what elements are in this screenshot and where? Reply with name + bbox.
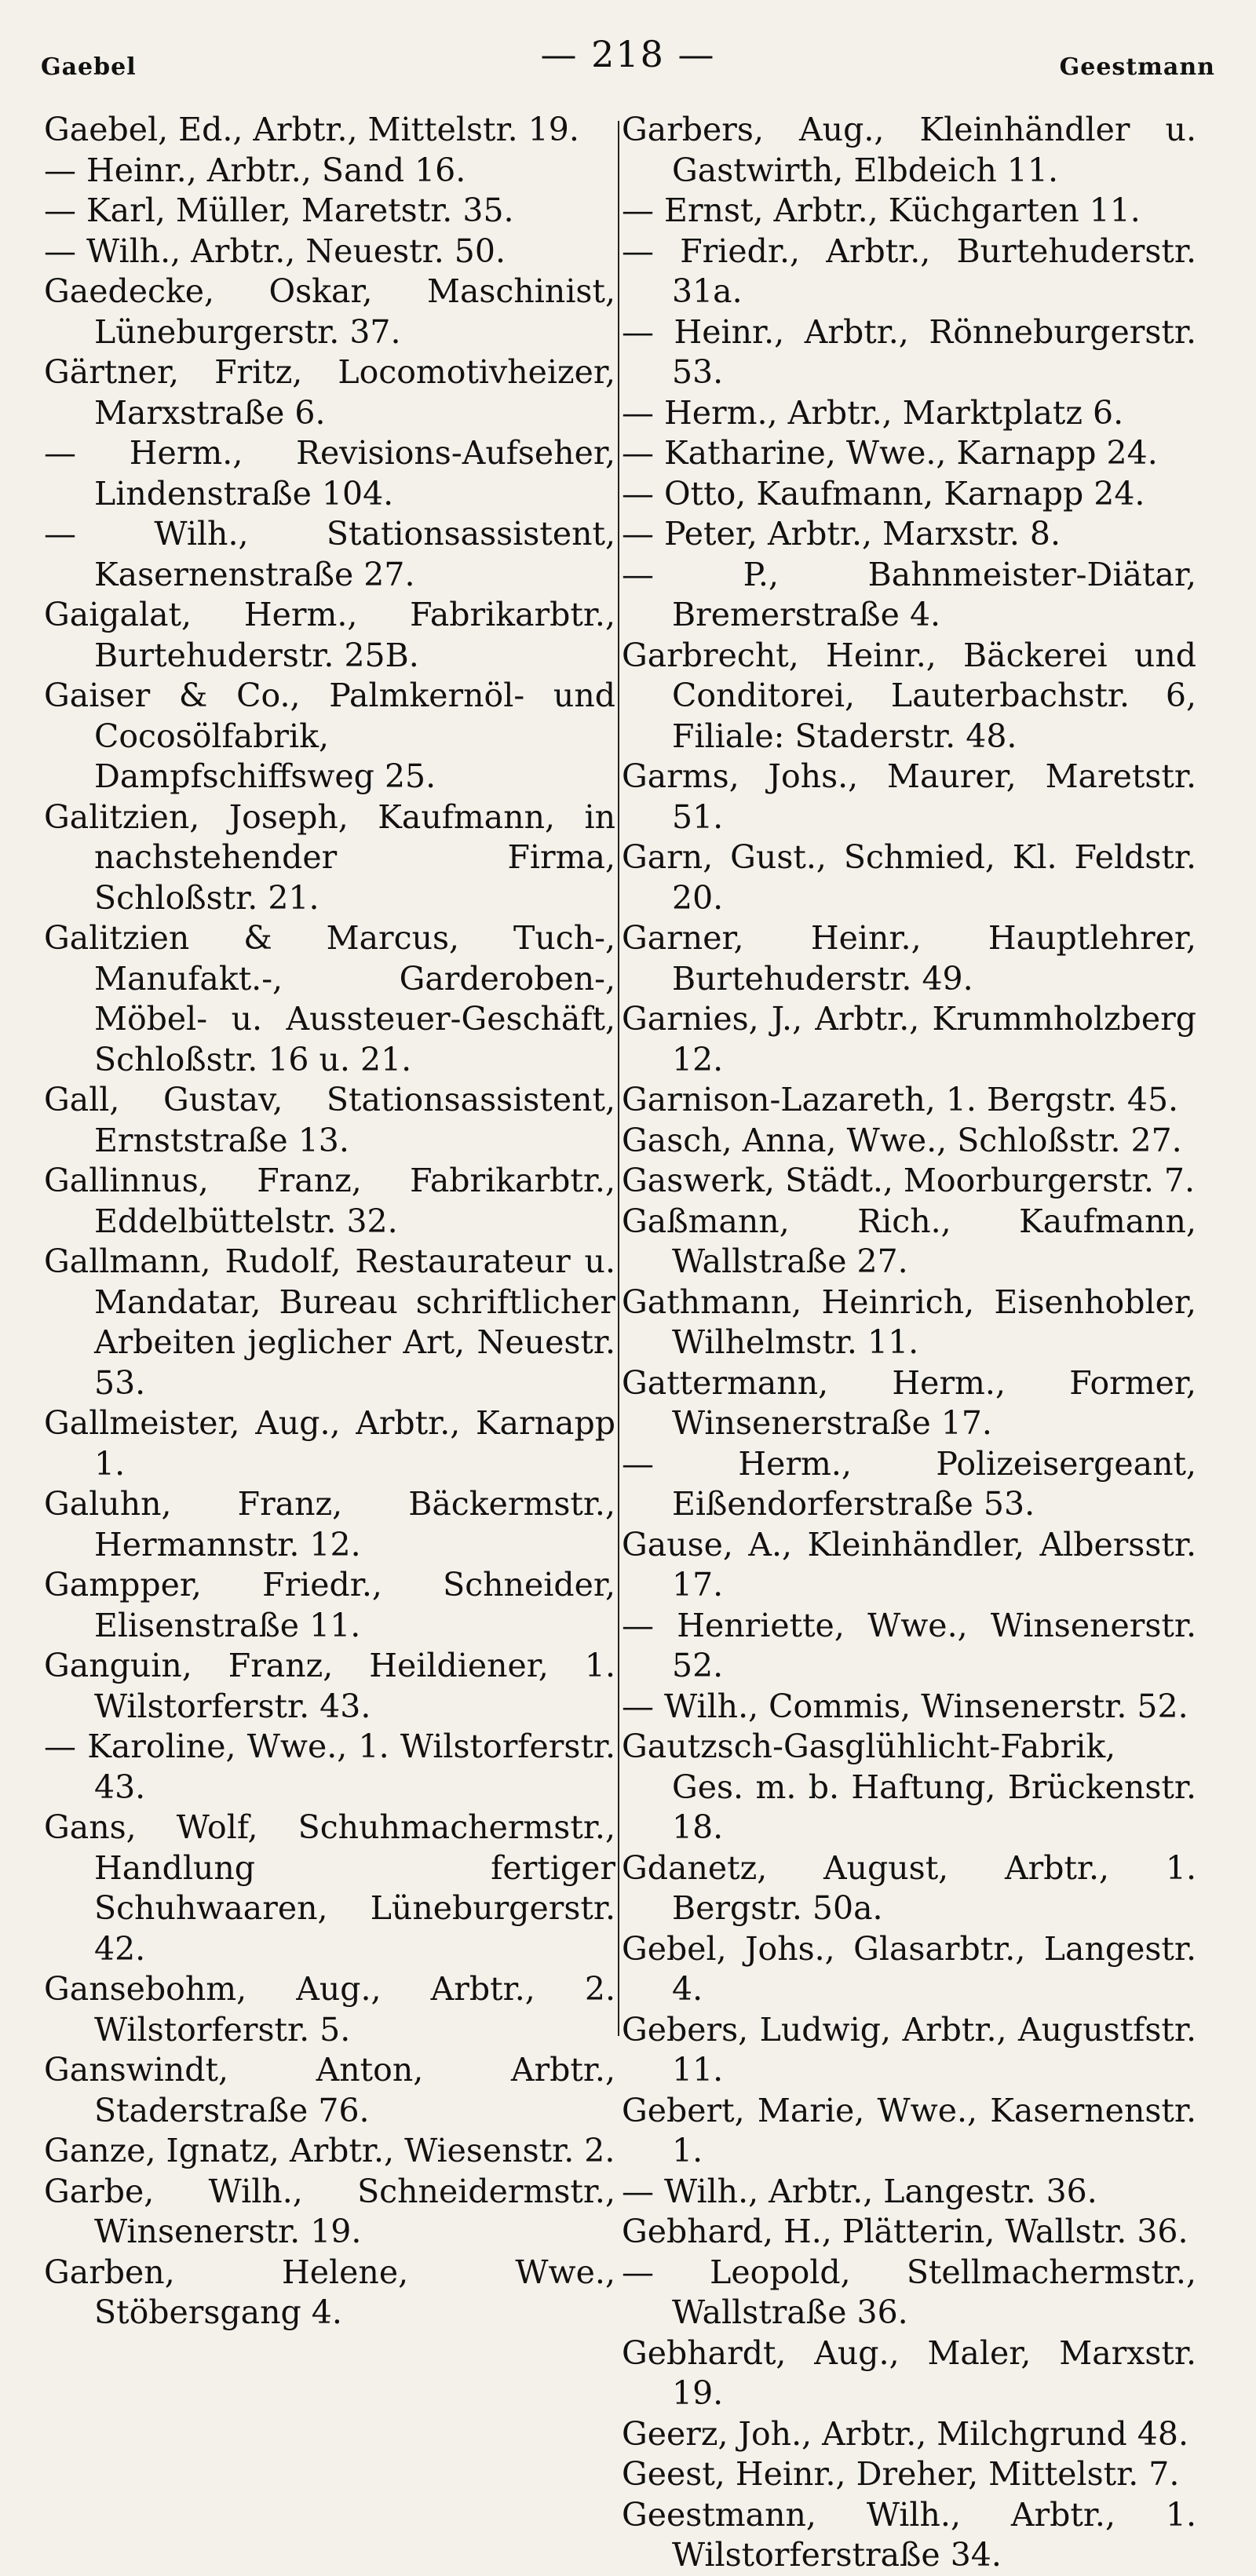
directory-entry: — Herm., Arbtr., Marktplatz 6. [622,393,1124,432]
directory-entry: Garbers, Aug., Kleinhändler u. Gastwirth, Elbdeich 11. [622,111,1196,189]
column-divider [618,121,619,2036]
directory-entry: — Heinr., Arbtr., Sand 16. [44,151,466,189]
directory-entry: Geerz, Joh., Arbtr., Milchgrund 48. [622,2414,1189,2453]
directory-entry: Gause, A., Kleinhändler, Albersstr. 17. [622,1525,1196,1604]
directory-entry: Geest, Heinr., Dreher, Mittelstr. 7. [622,2455,1180,2493]
directory-entry: Gaebel, Ed., Arbtr., Mittelstr. 19. [44,111,579,148]
directory-entry: Gallinnus, Franz, Fabrikarbtr., Eddelbüttelstr. 32. [44,1162,615,1240]
directory-entry: Gans, Wolf, Schuhmachermstr., Handlung fertiger Schuhwaaren, Lüneburgerstr. 42. [44,1808,615,1968]
running-head [41,33,1215,80]
directory-entry: Ganswindt, Anton, Arbtr., Staderstraße 76. [44,2051,615,2129]
directory-entry: — Katharine, Wwe., Karnapp 24. [622,434,1158,472]
directory-entry: Gall, Gustav, Stationsassistent, Ernststraße 13. [44,1081,615,1159]
directory-entry: Galitzien, Joseph, Kaufmann, in nachstehender Firma, Schloßstr. 21. [44,797,615,917]
directory-entry: Garbrecht, Heinr., Bäckerei und Conditorei, Lauterbachstr. 6, Filiale: Staderstr. 48. [622,636,1196,755]
directory-entry: — Karl, Müller, Maretstr. 35. [44,192,514,229]
directory-entry: — Leopold, Stellmachermstr., Wallstraße 36. [622,2253,1196,2331]
directory-entry: Geestmann, Wilh., Arbtr., 1. Wilstorferstraße 34. [622,2495,1196,2574]
directory-entry: — Wilh., Arbtr., Neuestr. 50. [44,232,506,270]
directory-entry: — Herm., Polizeisergeant, Eißendorferstraße 53. [622,1444,1196,1523]
directory-entry: — Karoline, Wwe., 1. Wilstorferstr. 43. [44,1728,615,1806]
directory-entry: Gärtner, Fritz, Locomotivheizer, Marxstraße 6. [44,353,615,432]
directory-entry: — Wilh., Stationsassistent, Kasernenstraße 27. [44,515,615,593]
directory-entry: Gaedecke, Oskar, Maschinist, Lüneburgerstr. 37. [44,272,615,351]
entry-columns [0,110,1256,2574]
directory-entry: Gasch, Anna, Wwe., Schloßstr. 27. [622,1121,1182,1159]
directory-entry: Garn, Gust., Schmied, Kl. Feldstr. 20. [622,838,1196,917]
directory-entry: — Peter, Arbtr., Marxstr. 8. [622,515,1061,553]
directory-entry: Gaßmann, Rich., Kaufmann, Wallstraße 27. [622,1202,1196,1280]
directory-entry: — Wilh., Arbtr., Langestr. 36. [622,2172,1097,2210]
directory-entry: Gaswerk, Städt., Moorburgerstr. 7. [622,1162,1196,1199]
directory-entry: — Friedr., Arbtr., Burtehuderstr. 31a. [622,232,1196,310]
directory-entry: Gautzsch-Gasglühlicht-Fabrik, Ges. m. b. Haftung, Brückenstr. 18. [622,1728,1196,1846]
directory-entry: Gaigalat, Herm., Fabrikarbtr., Burtehuderstr. 25B. [44,596,615,674]
directory-entry: Gebers, Ludwig, Arbtr., Augustfstr. 11. [622,2010,1196,2089]
directory-entry: Gallmeister, Aug., Arbtr., Karnapp 1. [44,1404,615,1483]
directory-entry: — Heinr., Arbtr., Rönneburgerstr. 53. [622,312,1196,391]
directory-entry: Gdanetz, August, Arbtr., 1. Bergstr. 50a. [622,1848,1196,1927]
directory-entry: Garbe, Wilh., Schneidermstr., Winsenerstr. 19. [44,2172,615,2250]
directory-entry: Gebhardt, Aug., Maler, Marxstr. 19. [622,2333,1196,2412]
directory-entry: Ganguin, Franz, Heildiener, 1. Wilstorferstr. 43. [44,1647,615,1725]
directory-entry: Gampper, Friedr., Schneider, Elisenstraße 11. [44,1566,615,1644]
directory-entry: — P., Bahnmeister-Diätar, Bremerstraße 4. [622,555,1196,633]
directory-entry: Garben, Helene, Wwe., Stöbersgang 4. [44,2253,615,2331]
right-column [622,110,1196,2574]
directory-entry: — Herm., Revisions-Aufseher, Lindenstraße 104. [44,434,615,513]
header-first-entry: Gaebel [41,53,137,81]
directory-entry: Gebhard, H., Plätterin, Wallstr. 36. [622,2213,1188,2250]
directory-entry: Galuhn, Franz, Bäckermstr., Hermannstr. 12. [44,1485,615,1563]
directory-entry: Galitzien & Marcus, Tuch-, Manufakt.-, Garderoben-, Möbel- u. Aussteuer-Geschäft, Schloßstr. 16 u. 21. [44,919,615,1078]
directory-entry: Gallmann, Rudolf, Restaurateur u. Mandatar, Bureau schriftlicher Arbeiten jeglicher Art, Neuestr. 53. [44,1242,615,1402]
directory-entry: Garnies, J., Arbtr., Krummholzberg 12. [622,1000,1196,1078]
directory-entry: — Otto, Kaufmann, Karnapp 24. [622,474,1145,513]
directory-entry: Gebert, Marie, Wwe., Kasernenstr. 1. [622,2091,1196,2169]
directory-entry: Ganze, Ignatz, Arbtr., Wiesenstr. 2. [44,2132,615,2169]
directory-entry: Gebel, Johs., Glasarbtr., Langestr. 4. [622,1929,1196,2008]
directory-entry: Gansebohm, Aug., Arbtr., 2. Wilstorferstr. 5. [44,1970,615,2049]
page-number: — 218 — [540,33,716,75]
directory-entry: Gathmann, Heinrich, Eisenhobler, Wilhelmstr. 11. [622,1283,1196,1361]
left-column [44,110,615,2331]
directory-entry: Garnison-Lazareth, 1. Bergstr. 45. [622,1081,1179,1118]
header-last-entry: Geestmann [1059,53,1215,81]
directory-entry: Gattermann, Herm., Former, Winsenerstraße 17. [622,1363,1196,1442]
directory-entry: — Wilh., Commis, Winsenerstr. 52. [622,1687,1188,1725]
directory-entry: Gaiser & Co., Palmkernöl- und Cocosölfabrik, Dampfschiffsweg 25. [44,677,615,795]
directory-entry: — Henriette, Wwe., Winsenerstr. 52. [622,1606,1196,1684]
directory-entry: — Ernst, Arbtr., Küchgarten 11. [622,192,1141,229]
directory-entry: Garner, Heinr., Hauptlehrer, Burtehuderstr. 49. [622,919,1196,998]
directory-entry: Garms, Johs., Maurer, Maretstr. 51. [622,757,1196,836]
